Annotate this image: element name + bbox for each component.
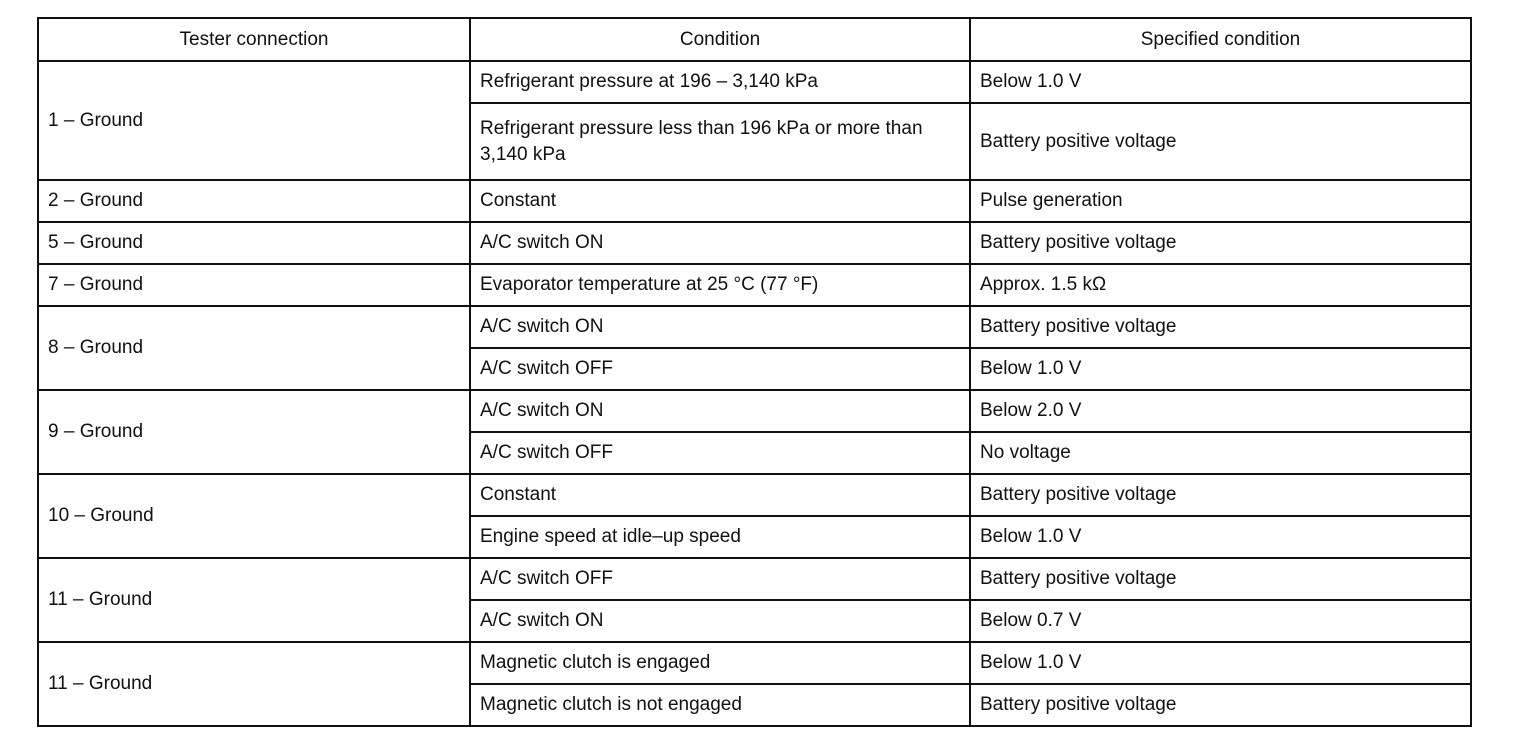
condition-cell: Constant: [470, 180, 970, 222]
condition-cell: A/C switch ON: [470, 390, 970, 432]
tester-connection-cell: 9 – Ground: [38, 390, 470, 474]
spec-cell: Below 1.0 V: [970, 61, 1471, 103]
header-tester-connection: Tester connection: [38, 18, 470, 61]
spec-cell: Approx. 1.5 kΩ: [970, 264, 1471, 306]
table-row: [38, 222, 1471, 264]
condition-cell: A/C switch OFF: [470, 432, 970, 474]
spec-cell: Below 1.0 V: [970, 642, 1471, 684]
spec-cell: Battery positive voltage: [970, 474, 1471, 516]
table-row: [38, 390, 1471, 432]
table-row: [38, 642, 1471, 684]
spec-cell: Pulse generation: [970, 180, 1471, 222]
tester-connection-cell: 5 – Ground: [38, 222, 470, 264]
spec-cell: Below 1.0 V: [970, 516, 1471, 558]
condition-cell: A/C switch OFF: [470, 348, 970, 390]
condition-cell: Evaporator temperature at 25 °C (77 °F): [470, 264, 970, 306]
condition-cell: A/C switch ON: [470, 306, 970, 348]
condition-cell: Magnetic clutch is not engaged: [470, 684, 970, 726]
condition-cell: Constant: [470, 474, 970, 516]
tester-connection-cell: 1 – Ground: [38, 61, 470, 180]
table-row: [38, 474, 1471, 516]
tester-connection-cell: 8 – Ground: [38, 306, 470, 390]
spec-cell: Below 2.0 V: [970, 390, 1471, 432]
spec-table: [37, 17, 1472, 727]
condition-cell: Magnetic clutch is engaged: [470, 642, 970, 684]
condition-cell: Engine speed at idle–up speed: [470, 516, 970, 558]
spec-cell: Battery positive voltage: [970, 103, 1471, 180]
spec-cell: Below 1.0 V: [970, 348, 1471, 390]
header-specified-condition: Specified condition: [970, 18, 1471, 61]
spec-cell: Battery positive voltage: [970, 222, 1471, 264]
spec-cell: No voltage: [970, 432, 1471, 474]
condition-cell: A/C switch OFF: [470, 558, 970, 600]
header-condition: Condition: [470, 18, 970, 61]
spec-cell: Battery positive voltage: [970, 306, 1471, 348]
spec-cell: Below 0.7 V: [970, 600, 1471, 642]
tester-connection-cell: 11 – Ground: [38, 642, 470, 726]
tester-connection-cell: 7 – Ground: [38, 264, 470, 306]
table-row: [38, 558, 1471, 600]
table-row: [38, 306, 1471, 348]
condition-cell: Refrigerant pressure less than 196 kPa or more than 3,140 kPa: [470, 103, 970, 180]
tester-connection-cell: 2 – Ground: [38, 180, 470, 222]
tester-connection-cell: 11 – Ground: [38, 558, 470, 642]
table-row: [38, 61, 1471, 103]
tester-connection-cell: 10 – Ground: [38, 474, 470, 558]
spec-cell: Battery positive voltage: [970, 684, 1471, 726]
table-row: [38, 180, 1471, 222]
condition-cell: Refrigerant pressure at 196 – 3,140 kPa: [470, 61, 970, 103]
header-row: [38, 18, 1471, 61]
spec-cell: Battery positive voltage: [970, 558, 1471, 600]
condition-cell: A/C switch ON: [470, 222, 970, 264]
table-row: [38, 264, 1471, 306]
condition-cell: A/C switch ON: [470, 600, 970, 642]
